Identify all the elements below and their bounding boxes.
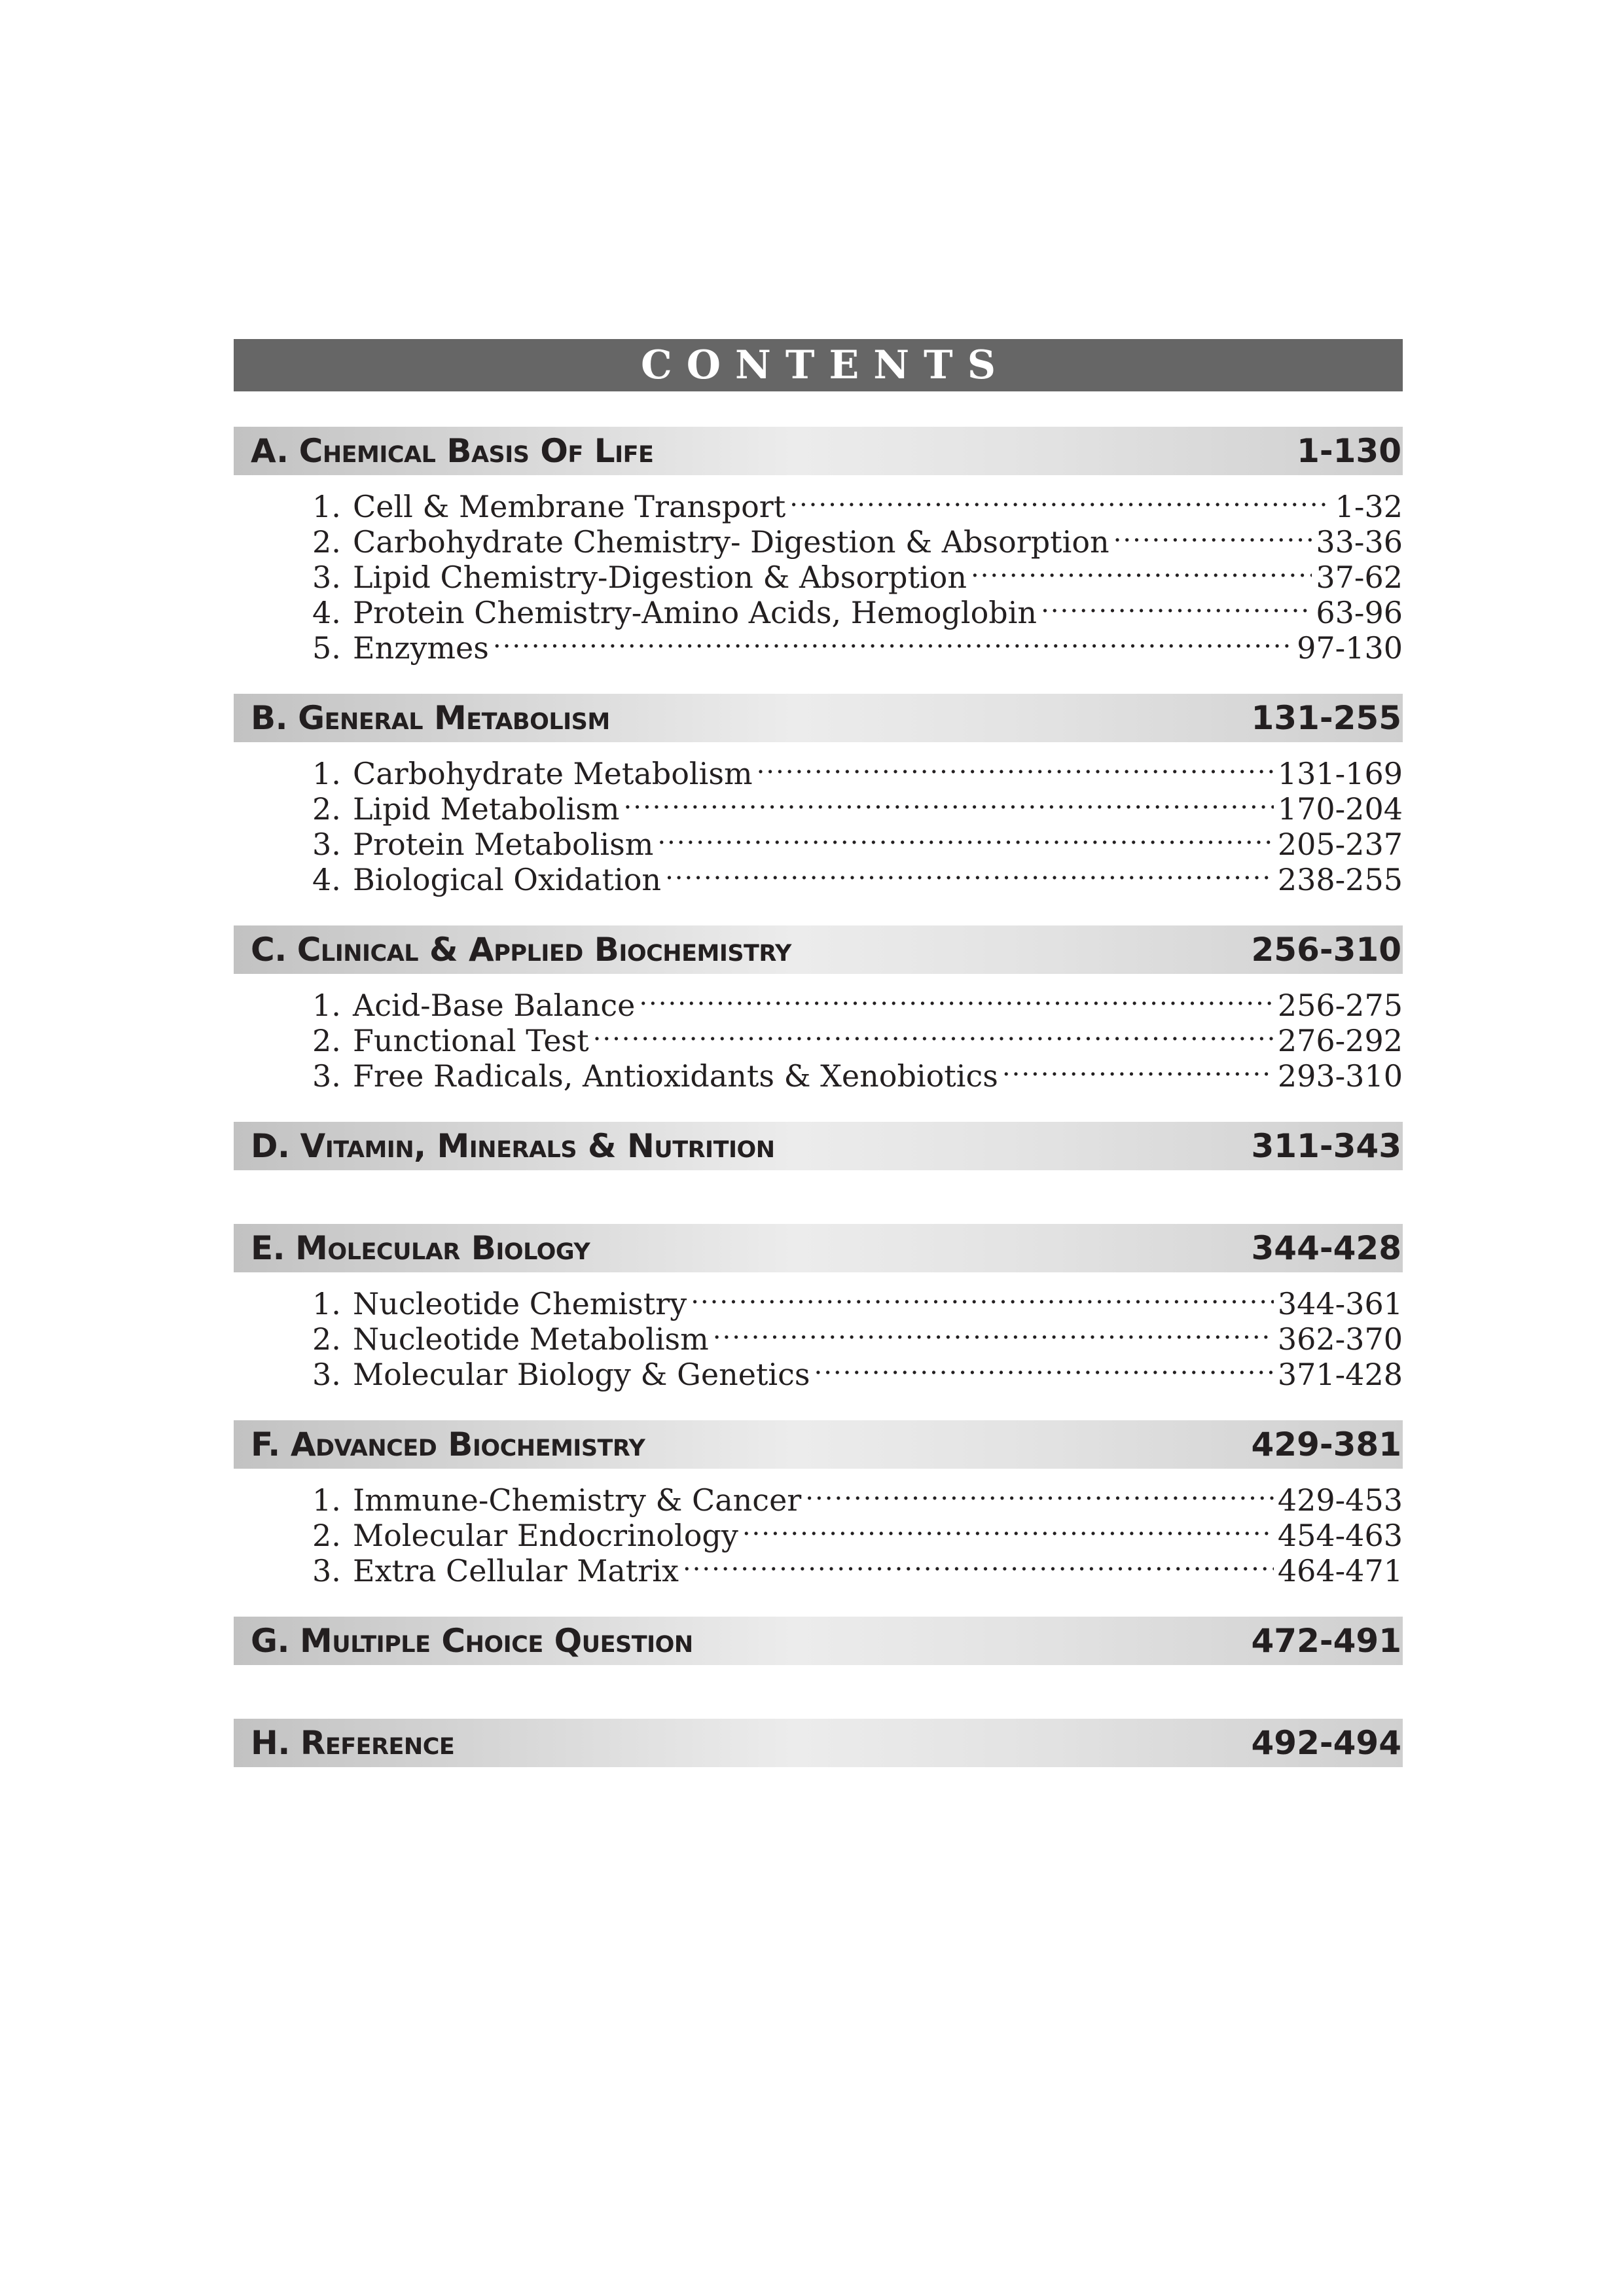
dot-leader <box>1041 588 1312 623</box>
chapter-number: 1. <box>312 1286 341 1321</box>
section-header[interactable] <box>234 1617 1403 1665</box>
section-title-text: Clinical & Applied Biochemistry <box>297 931 791 969</box>
dot-leader <box>713 1314 1274 1350</box>
dot-leader <box>657 819 1274 855</box>
dot-leader <box>1002 1051 1274 1086</box>
chapter-page-range: 205-237 <box>1277 827 1403 862</box>
chapter-title: Carbohydrate Metabolism <box>353 756 753 791</box>
chapter-page-range: 131-169 <box>1277 756 1403 791</box>
section-letter: C. <box>251 931 287 969</box>
dot-leader <box>639 980 1274 1016</box>
chapter-page-range: 97-130 <box>1297 630 1403 666</box>
section-d <box>234 1122 1403 1224</box>
section-letter: A. <box>251 432 289 470</box>
section-page-range: 131-255 <box>1251 699 1401 737</box>
section-header[interactable] <box>234 1420 1403 1469</box>
chapter-page-range: 238-255 <box>1277 862 1403 897</box>
chapter-number: 4. <box>312 862 341 897</box>
chapter-title: Molecular Endocrinology <box>353 1518 738 1553</box>
chapter-title: Protein Chemistry-Amino Acids, Hemoglobin <box>353 595 1038 630</box>
chapter-title: Acid-Base Balance <box>353 988 636 1023</box>
section-header[interactable] <box>234 1122 1403 1170</box>
sections-list <box>234 427 1403 1821</box>
chapter-number: 2. <box>312 524 341 560</box>
section-title-text: Advanced Biochemistry <box>290 1426 645 1463</box>
chapter-page-range: 429-453 <box>1277 1482 1403 1518</box>
dot-leader <box>665 855 1274 890</box>
section-page-range: 472-491 <box>1251 1622 1401 1660</box>
section-header[interactable] <box>234 694 1403 742</box>
section-header[interactable] <box>234 1719 1403 1767</box>
section-spacer <box>234 1767 1403 1821</box>
section-title <box>251 1426 645 1463</box>
chapter-page-range: 454-463 <box>1277 1518 1403 1553</box>
section-title <box>251 1127 775 1165</box>
chapter-number: 1. <box>312 1482 341 1518</box>
section-a <box>234 427 1403 694</box>
dot-leader <box>971 552 1312 588</box>
chapter-number: 5. <box>312 630 341 666</box>
dot-leader <box>624 784 1274 819</box>
chapter-number: 3. <box>312 560 341 595</box>
section-spacer <box>234 1170 1403 1224</box>
section-header[interactable] <box>234 427 1403 475</box>
dot-leader <box>742 1511 1274 1546</box>
chapter-entry[interactable] <box>312 482 1403 524</box>
chapter-number: 4. <box>312 595 341 630</box>
section-title-text: Multiple Choice Question <box>300 1622 693 1660</box>
section-title <box>251 1229 590 1267</box>
chapter-number: 2. <box>312 791 341 827</box>
chapter-number: 1. <box>312 988 341 1023</box>
section-title <box>251 1724 454 1762</box>
section-title-text: General Metabolism <box>298 699 610 737</box>
dot-leader <box>683 1546 1274 1581</box>
chapter-title: Nucleotide Metabolism <box>353 1321 709 1357</box>
dot-leader <box>789 482 1331 517</box>
section-c <box>234 925 1403 1122</box>
section-page-range: 1-130 <box>1297 432 1401 470</box>
contents-heading-bar <box>234 339 1403 391</box>
chapter-page-range: 276-292 <box>1277 1023 1403 1058</box>
chapter-title: Enzymes <box>353 630 489 666</box>
chapter-page-range: 170-204 <box>1277 791 1403 827</box>
chapter-page-range: 371-428 <box>1277 1357 1403 1392</box>
chapter-page-range: 344-361 <box>1277 1286 1403 1321</box>
chapter-number: 2. <box>312 1321 341 1357</box>
section-title-text: Reference <box>300 1724 455 1762</box>
chapter-page-range: 256-275 <box>1277 988 1403 1023</box>
section-page-range: 344-428 <box>1251 1229 1401 1267</box>
dot-leader <box>593 1016 1274 1051</box>
chapter-title: Cell & Membrane Transport <box>353 489 786 524</box>
section-page-range: 256-310 <box>1251 931 1401 969</box>
dot-leader <box>691 1279 1274 1314</box>
section-title <box>251 699 610 737</box>
chapter-page-range: 362-370 <box>1277 1321 1403 1357</box>
chapter-entry[interactable] <box>312 1475 1403 1518</box>
chapter-number: 3. <box>312 827 341 862</box>
chapter-title: Molecular Biology & Genetics <box>353 1357 810 1392</box>
chapter-number: 1. <box>312 756 341 791</box>
chapter-title: Extra Cellular Matrix <box>353 1553 679 1588</box>
section-page-range: 429-381 <box>1251 1426 1401 1463</box>
chapter-page-range: 293-310 <box>1277 1058 1403 1094</box>
chapter-number: 3. <box>312 1553 341 1588</box>
chapter-number: 3. <box>312 1357 341 1392</box>
chapter-list <box>234 1469 1403 1588</box>
chapter-number: 2. <box>312 1023 341 1058</box>
chapter-entry[interactable] <box>312 749 1403 791</box>
chapter-title: Functional Test <box>353 1023 589 1058</box>
section-g <box>234 1617 1403 1719</box>
chapter-title: Lipid Chemistry-Digestion & Absorption <box>353 560 967 595</box>
section-letter: D. <box>251 1127 290 1165</box>
section-title <box>251 1622 693 1660</box>
chapter-title: Carbohydrate Chemistry- Digestion & Absorption <box>353 524 1110 560</box>
dot-leader <box>1113 517 1312 552</box>
chapter-entry[interactable] <box>312 1279 1403 1321</box>
section-letter: E. <box>251 1229 285 1267</box>
dot-leader <box>805 1475 1274 1511</box>
contents-heading: CONTENTS <box>640 342 1011 388</box>
chapter-list <box>234 1272 1403 1392</box>
chapter-list <box>234 742 1403 897</box>
chapter-number: 2. <box>312 1518 341 1553</box>
section-page-range: 492-494 <box>1251 1724 1401 1762</box>
section-h <box>234 1719 1403 1821</box>
chapter-list <box>234 475 1403 666</box>
section-title-text: Molecular Biology <box>295 1229 590 1267</box>
chapter-page-range: 33-36 <box>1316 524 1403 560</box>
section-title-text: Chemical Basis Of Life <box>298 432 654 470</box>
chapter-page-range: 464-471 <box>1277 1553 1403 1588</box>
chapter-title: Free Radicals, Antioxidants & Xenobiotics <box>353 1058 998 1094</box>
chapter-title: Protein Metabolism <box>353 827 654 862</box>
chapter-page-range: 37-62 <box>1316 560 1403 595</box>
section-header[interactable] <box>234 925 1403 974</box>
chapter-number: 3. <box>312 1058 341 1094</box>
section-spacer <box>234 1665 1403 1719</box>
section-title <box>251 432 653 470</box>
section-e <box>234 1224 1403 1420</box>
chapter-page-range: 63-96 <box>1316 595 1403 630</box>
chapter-title: Lipid Metabolism <box>353 791 620 827</box>
chapter-title: Nucleotide Chemistry <box>353 1286 687 1321</box>
section-letter: F. <box>251 1426 280 1463</box>
dot-leader <box>493 623 1293 658</box>
section-header[interactable] <box>234 1224 1403 1272</box>
section-title-text: Vitamin, Minerals & Nutrition <box>300 1127 775 1165</box>
chapter-page-range: 1-32 <box>1335 489 1403 524</box>
section-f <box>234 1420 1403 1617</box>
chapter-list <box>234 974 1403 1094</box>
chapter-entry[interactable] <box>312 980 1403 1023</box>
chapter-title: Biological Oxidation <box>353 862 662 897</box>
chapter-title: Immune-Chemistry & Cancer <box>353 1482 802 1518</box>
section-page-range: 311-343 <box>1251 1127 1401 1165</box>
section-b <box>234 694 1403 925</box>
section-letter: H. <box>251 1724 290 1762</box>
dot-leader <box>814 1350 1274 1385</box>
contents-page <box>234 339 1403 1821</box>
section-title <box>251 931 791 969</box>
section-letter: B. <box>251 699 288 737</box>
dot-leader <box>757 749 1274 784</box>
chapter-number: 1. <box>312 489 341 524</box>
section-letter: G. <box>251 1622 290 1660</box>
